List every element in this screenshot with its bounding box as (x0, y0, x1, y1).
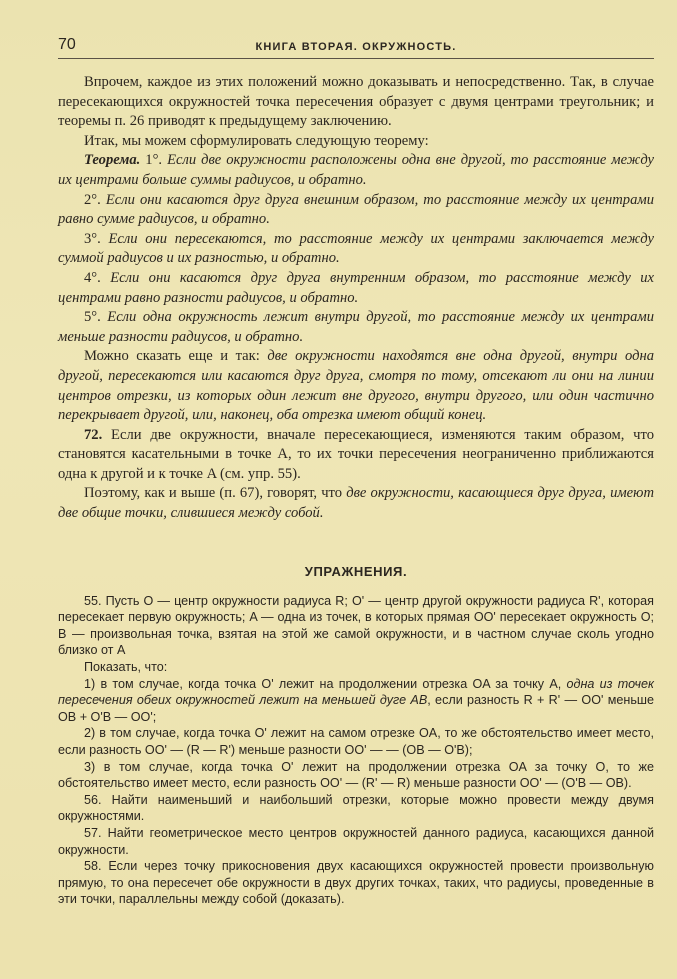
running-title: КНИГА ВТОРАЯ. ОКРУЖНОСТЬ. (255, 41, 457, 53)
main-text (58, 73, 654, 524)
exercise-item: 55. Пусть O — центр окружности радиуса R; O' — центр другой окружности радиуса R', которая пересекает первую окружность; A — одна из точек, в которых прямая OO' пересекает окружность O; B — произвольная точка, взятая на этой же самой окружности, и в частном случае сколь угодно близко от A (58, 593, 654, 658)
book-page (58, 36, 654, 908)
exercise-item: 56. Найти наименьший и наибольший отрезки, которые можно провести между двумя окружностями. (58, 792, 654, 824)
theorem-item: 2°. Если они касаются друг друга внешним образом, то расстояние между их центрами равно сумме радиусов, и обратно. (58, 191, 654, 228)
exercises-list (58, 593, 654, 908)
exercise-item: 3) в том случае, когда точка O' лежит на продолжении отрезка OA за точку O, то же обстоятельство имеет место, если разность OO' — (R' — R) меньше разности OO' — (O'B — OB). (58, 759, 654, 791)
exercises-heading: УПРАЖНЕНИЯ. (304, 563, 408, 579)
paragraph: Итак, мы можем сформулировать следующую теорему: (84, 132, 429, 149)
section-number: 72. (84, 426, 103, 443)
paragraph: 72. Если две окружности, вначале пересекающиеся, изменяются таким образом, что становятся касательными в точке A, то их точки пересечения неограниченно приближаются одна к другой и к точке A (см. упр. 55). (58, 426, 654, 482)
theorem-item: 5°. Если одна окружность лежит внутри другой, то расстояние между их центрами меньше разности радиусов, и обратно. (58, 309, 654, 345)
exercise-item: 58. Если через точку прикосновения двух касающихся окружностей провести произвольную прямую, то она пересечет обе окружности в двух других точках, таких, что радиусы, проведенные в эти точки, параллельны между собой (доказать). (58, 859, 654, 907)
page-number: 70 (58, 36, 76, 53)
theorem-item: 4°. Если они касаются друг друга внутренним образом, то расстояние между их центрами равно разности радиусов, и обратно. (58, 269, 654, 306)
exercise-item: 2) в том случае, когда точка O' лежит на самом отрезке OA, то же обстоятельство имеет место, если разность OO' — (R — R') меньше разности OO' — — (OB — O'B); (58, 726, 654, 757)
exercise-item: 1) в том случае, когда точка O' лежит на продолжении отрезка OA за точку A, одна из точек пересечения обеих окружностей лежит на меньшей дуге AB, если разность R + R' — OO' меньше OB + O'B — OO'; (58, 676, 654, 724)
page-header (58, 36, 654, 59)
paragraph: Можно сказать еще и так: две окружности находятся вне одна другой, внутри одна другой, пересекаются или касаются друг друга, смотря по тому, отсекают ли они на линии центров отрезки, из которых один лежит вне другого, внутри другого, или один частично перекрывает другой, или, наконец, оба отрезка имеют общий конец. (58, 348, 654, 424)
paragraph: Поэтому, как и выше (п. 67), говорят, что две окружности, касающиеся друг друга, имеют две общие точки, слившиеся между собой. (58, 485, 654, 522)
paragraph: Впрочем, каждое из этих положений можно доказывать и непосредственно. Так, в случае пересекающихся окружностей точка пересечения образует с двумя центрами треугольник; и теоремы п. 26 приводят к предыдущему заключению. (58, 74, 654, 130)
exercise-item: 57. Найти геометрическое место центров окружностей данного радиуса, касающихся данной окружности. (58, 825, 654, 857)
exercise-item: Показать, что: (84, 660, 168, 675)
theorem-item: 3°. Если они пересекаются, то расстояние между их центрами заключается между суммой радиусов и их разностью, и обратно. (58, 230, 654, 267)
theorem-item: Теорема. 1°. Если две окружности расположены одна вне другой, то расстояние между их центрами больше суммы радиусов, и обратно. (58, 152, 654, 188)
theorem-label: Теорема. (84, 152, 141, 169)
